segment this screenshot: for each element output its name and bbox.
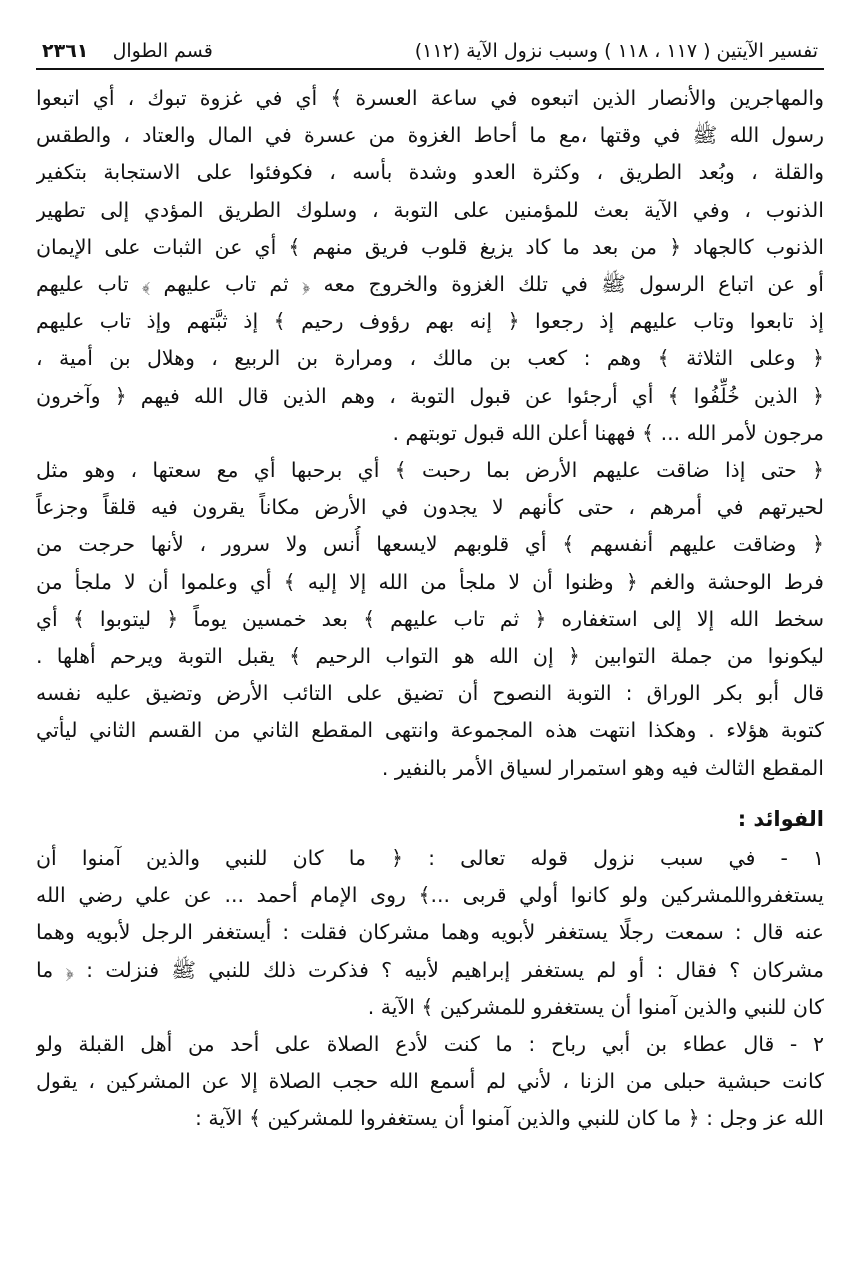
section-name: قسم الطوال <box>112 40 213 62</box>
text-line: مشركان ؟ فقال : أو لم يستغفر إبراهيم لأبيه ؟ فذكرت ذلك للنبي ﷺ فنزلت : ﴿ ما <box>36 957 824 982</box>
text-line: فرط الوحشة والغم ﴿ وظنوا أن لا ملجأ من الله إلا إليه ﴾ أي وعلموا أن لا ملجأ من <box>36 569 824 594</box>
text-line: ٢ - قال عطاء بن أبي رباح : ما كنت لأدع الصلاة على أحد من أهل القبلة ولو <box>36 1032 824 1057</box>
text-line: ﴿ وضاقت عليهم أنفسهم ﴾ أي قلوبهم لايسعها أُنس ولا سرور ، لأنها حرجت من <box>36 532 824 557</box>
text-line: الذنوب ، وفي الآية بعث للمؤمنين على التوبة ، وسلوك الطريق المؤدي إلى تطهير <box>36 197 824 222</box>
paragraph-1 <box>36 80 824 452</box>
text-line: يستغفرواللمشركين ولو كانوا أولي قربى ...﴾ روى الإمام أحمد ... عن علي رضي الله <box>36 883 824 908</box>
benefits-heading: الفوائد : <box>737 806 824 831</box>
text-line: ﴿ وعلى الثلاثة ﴾ وهم : كعب بن مالك ، ومرارة بن الربيع ، وهلال بن أمية ، <box>36 346 824 371</box>
text-line: إذ تابعوا وتاب عليهم إذ رجعوا ﴿ إنه بهم رؤوف رحيم ﴾ إذ ثبَّتهم وإذ تاب عليهم <box>36 309 824 334</box>
text-line: سخط الله إلا إلى استغفاره ﴿ ثم تاب عليهم ﴾ بعد خمسين يوماً ﴿ ليتوبوا ﴾ أي <box>36 606 824 631</box>
text-line: عنه قال : سمعت رجلًا يستغفر لأبويه وهما مشركان فقلت : أيستغفر الرجل لأبويه وهما <box>36 920 824 945</box>
body-text <box>36 80 824 1138</box>
text-line: والقلة ، وبُعد الطريق ، وكثرة العدو وشدة بأسه ، فكوفئوا على الاستجابة بتكفير <box>36 160 824 185</box>
running-title: تفسير الآيتين ( ١١٧ ، ١١٨ ) وسبب نزول الآية (١١٢) <box>414 40 818 62</box>
text-line: كتوبة هؤلاء . وهكذا انتهت هذه المجموعة وانتهى المقطع الثاني من القسم الثاني ليأتي <box>36 718 824 743</box>
text-line: ١ - في سبب نزول قوله تعالى : ﴿ ما كان للنبي والذين آمنوا أن <box>36 846 824 871</box>
text-line: لحيرتهم في أمرهم ، حتى كأنهم لا يجدون في الأرض مكاناً يقرون فيه قلقاً وجزعاً <box>36 495 824 520</box>
text-line: ﴿ الذين خُلِّفُوا ﴾ أي أرجئوا عن قبول التوبة ، وهم الذين قال الله فيهم ﴿ وآخرون <box>36 383 824 408</box>
paragraph-2 <box>36 452 824 787</box>
page-header <box>36 36 824 70</box>
header-right-group <box>42 40 213 62</box>
text-line: مرجون لأمر الله ... ﴾ فههنا أعلن الله قبول توبتهم . <box>392 420 824 445</box>
text-line: والمهاجرين والأنصار الذين اتبعوه في ساعة العسرة ﴾ أي في غزوة تبوك ، أي اتبعوا <box>36 86 824 110</box>
text-line: كان للنبي والذين آمنوا أن يستغفرو للمشركين ﴾ الآية . <box>367 994 824 1019</box>
text-line: رسول الله ﷺ في وقتها ،مع ما أحاط الغزوة من عسرة في المال والعتاد ، والطقس <box>36 123 824 148</box>
text-line: قال أبو بكر الوراق : التوبة النصوح أن تضيق على التائب الأرض وتضيق عليه نفسه <box>36 681 824 706</box>
text-line: المقطع الثالث فيه وهو استمرار لسياق الأمر بالنفير . <box>381 755 824 780</box>
benefits-list <box>36 840 824 1138</box>
page-number: ٢٣٦١ <box>42 40 89 62</box>
text-line: أو عن اتباع الرسول ﷺ في تلك الغزوة والخروج معه ﴿ ثم تاب عليهم ﴾ تاب عليهم <box>36 272 824 297</box>
text-line: ﴿ حتى إذا ضاقت عليهم الأرض بما رحبت ﴾ أي برحبها أي مع سعتها ، وهو مثل <box>36 458 824 483</box>
text-line: الذنوب كالجهاد ﴿ من بعد ما كاد يزيغ قلوب فريق منهم ﴾ أي عن الثبات على الإيمان <box>36 234 824 259</box>
text-line: الله عز وجل : ﴿ ما كان للنبي والذين آمنوا أن يستغفروا للمشركين ﴾ الآية : <box>195 1106 824 1131</box>
text-line: كانت حبشية حبلى من الزنا ، لأني لم أسمع الله حجب الصلاة إلا عن المشركين ، يقول <box>36 1069 824 1094</box>
text-line: ليكونوا من جملة التوابين ﴿ إن الله هو التواب الرحيم ﴾ يقبل التوبة ويرحم أهلها . <box>36 644 824 669</box>
